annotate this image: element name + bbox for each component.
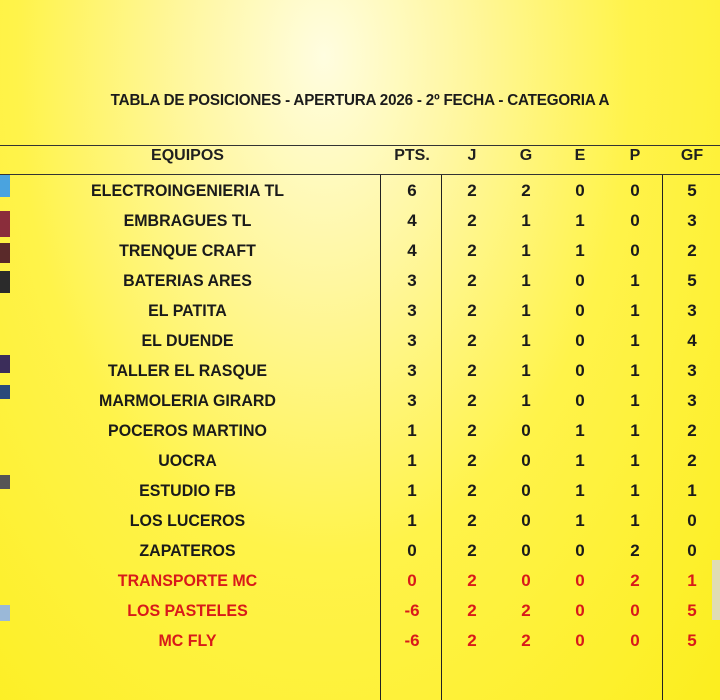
drawn-cell: 0 [575, 541, 585, 560]
table-row [0, 266, 720, 296]
lost-cell: 1 [630, 361, 640, 380]
table-row [0, 296, 720, 326]
lost-cell: 0 [630, 631, 640, 650]
lost-cell: 0 [630, 181, 640, 200]
team-name: TRANSPORTE MC [117, 571, 258, 590]
header-pts: PTS. [394, 147, 430, 164]
lost-cell: 0 [630, 241, 640, 260]
drawn-cell: 1 [575, 511, 585, 530]
points-cell: 1 [407, 481, 417, 500]
header-g: G [519, 147, 533, 164]
table-row [0, 176, 720, 206]
table-row [0, 206, 720, 236]
won-cell: 1 [521, 391, 531, 410]
table-row [0, 506, 720, 536]
team-name: TRENQUE CRAFT [119, 241, 256, 260]
played-cell: 2 [467, 181, 477, 200]
team-name: EL PATITA [148, 301, 227, 320]
played-cell: 2 [467, 451, 477, 470]
team-name: BATERIAS ARES [123, 271, 252, 290]
won-cell: 0 [521, 481, 531, 500]
table-row [0, 626, 720, 656]
table-row [0, 386, 720, 416]
team-name: MC FLY [158, 631, 217, 650]
goals-for-cell: 5 [687, 271, 697, 290]
played-cell: 2 [467, 301, 477, 320]
table-row [0, 416, 720, 446]
goals-for-cell: 2 [687, 241, 697, 260]
table-row [0, 566, 720, 596]
drawn-cell: 0 [575, 271, 585, 290]
points-cell: 3 [407, 391, 417, 410]
team-name: POCEROS MARTINO [108, 421, 267, 440]
goals-for-cell: 3 [687, 301, 697, 320]
table-row [0, 356, 720, 386]
played-cell: 2 [467, 391, 477, 410]
lost-cell: 1 [630, 511, 640, 530]
played-cell: 2 [467, 211, 477, 230]
lost-cell: 1 [630, 451, 640, 470]
goals-for-cell: 5 [687, 601, 697, 620]
points-cell: 1 [407, 421, 417, 440]
goals-for-cell: 3 [687, 361, 697, 380]
points-cell: 0 [407, 571, 417, 590]
points-cell: 3 [407, 271, 417, 290]
header-top-border [0, 145, 720, 146]
header-e: E [574, 147, 586, 164]
won-cell: 0 [521, 451, 531, 470]
drawn-cell: 0 [575, 571, 585, 590]
lost-cell: 2 [630, 541, 640, 560]
won-cell: 1 [521, 301, 531, 320]
points-cell: 6 [407, 181, 417, 200]
won-cell: 2 [521, 181, 531, 200]
team-name: EMBRAGUES TL [123, 211, 252, 230]
lost-cell: 1 [630, 391, 640, 410]
won-cell: 1 [521, 211, 531, 230]
goals-for-cell: 2 [687, 451, 697, 470]
goals-for-cell: 0 [687, 511, 697, 530]
won-cell: 0 [521, 541, 531, 560]
points-cell: 3 [407, 331, 417, 350]
lost-cell: 1 [630, 481, 640, 500]
team-name: LOS LUCEROS [129, 511, 246, 530]
header-gf: GF [680, 147, 704, 164]
points-cell: 4 [407, 241, 417, 260]
won-cell: 0 [521, 421, 531, 440]
points-cell: 0 [407, 541, 417, 560]
won-cell: 1 [521, 361, 531, 380]
won-cell: 2 [521, 631, 531, 650]
goals-for-cell: 5 [687, 181, 697, 200]
team-name: LOS PASTELES [127, 601, 248, 620]
points-cell: 4 [407, 211, 417, 230]
played-cell: 2 [467, 361, 477, 380]
team-name: TALLER EL RASQUE [107, 361, 268, 380]
goals-for-cell: 1 [687, 571, 697, 590]
goals-for-cell: 2 [687, 421, 697, 440]
drawn-cell: 0 [575, 391, 585, 410]
goals-for-cell: 3 [687, 211, 697, 230]
team-name: ELECTROINGENIERIA TL [91, 181, 284, 200]
played-cell: 2 [467, 271, 477, 290]
won-cell: 0 [521, 571, 531, 590]
points-cell: -6 [404, 631, 420, 650]
drawn-cell: 1 [575, 421, 585, 440]
header-p: P [629, 147, 641, 164]
played-cell: 2 [467, 571, 477, 590]
goals-for-cell: 1 [687, 481, 697, 500]
played-cell: 2 [467, 511, 477, 530]
lost-cell: 0 [630, 211, 640, 230]
lost-cell: 1 [630, 421, 640, 440]
table-row [0, 446, 720, 476]
played-cell: 2 [467, 331, 477, 350]
drawn-cell: 0 [575, 601, 585, 620]
goals-for-cell: 0 [687, 541, 697, 560]
points-cell: 1 [407, 511, 417, 530]
won-cell: 1 [521, 271, 531, 290]
drawn-cell: 0 [575, 331, 585, 350]
table-row [0, 596, 720, 626]
team-name: EL DUENDE [141, 331, 234, 350]
table-row [0, 476, 720, 506]
points-cell: -6 [404, 601, 420, 620]
goals-for-cell: 3 [687, 391, 697, 410]
drawn-cell: 1 [575, 241, 585, 260]
table-row [0, 236, 720, 266]
lost-cell: 1 [630, 301, 640, 320]
won-cell: 2 [521, 601, 531, 620]
played-cell: 2 [467, 601, 477, 620]
table-row [0, 326, 720, 356]
points-cell: 3 [407, 301, 417, 320]
drawn-cell: 0 [575, 181, 585, 200]
header-team: EQUIPOS [151, 147, 224, 164]
won-cell: 0 [521, 511, 531, 530]
points-cell: 1 [407, 451, 417, 470]
won-cell: 1 [521, 331, 531, 350]
lost-cell: 0 [630, 601, 640, 620]
lost-cell: 2 [630, 571, 640, 590]
lost-cell: 1 [630, 331, 640, 350]
points-cell: 3 [407, 361, 417, 380]
goals-for-cell: 5 [687, 631, 697, 650]
header-bottom-border [0, 174, 720, 175]
team-name: UOCRA [158, 451, 217, 470]
drawn-cell: 0 [575, 361, 585, 380]
lost-cell: 1 [630, 271, 640, 290]
drawn-cell: 1 [575, 451, 585, 470]
played-cell: 2 [467, 631, 477, 650]
played-cell: 2 [467, 241, 477, 260]
header-j: J [467, 147, 477, 164]
team-name: MARMOLERIA GIRARD [99, 391, 276, 410]
drawn-cell: 1 [575, 211, 585, 230]
drawn-cell: 1 [575, 481, 585, 500]
table-row [0, 536, 720, 566]
drawn-cell: 0 [575, 301, 585, 320]
drawn-cell: 0 [575, 631, 585, 650]
goals-for-cell: 4 [687, 331, 697, 350]
played-cell: 2 [467, 481, 477, 500]
played-cell: 2 [467, 541, 477, 560]
played-cell: 2 [467, 421, 477, 440]
team-name: ESTUDIO FB [139, 481, 236, 500]
won-cell: 1 [521, 241, 531, 260]
team-name: ZAPATEROS [139, 541, 236, 560]
table-title: TABLA DE POSICIONES - APERTURA 2026 - 2º FECHA - CATEGORIA A [110, 92, 610, 109]
